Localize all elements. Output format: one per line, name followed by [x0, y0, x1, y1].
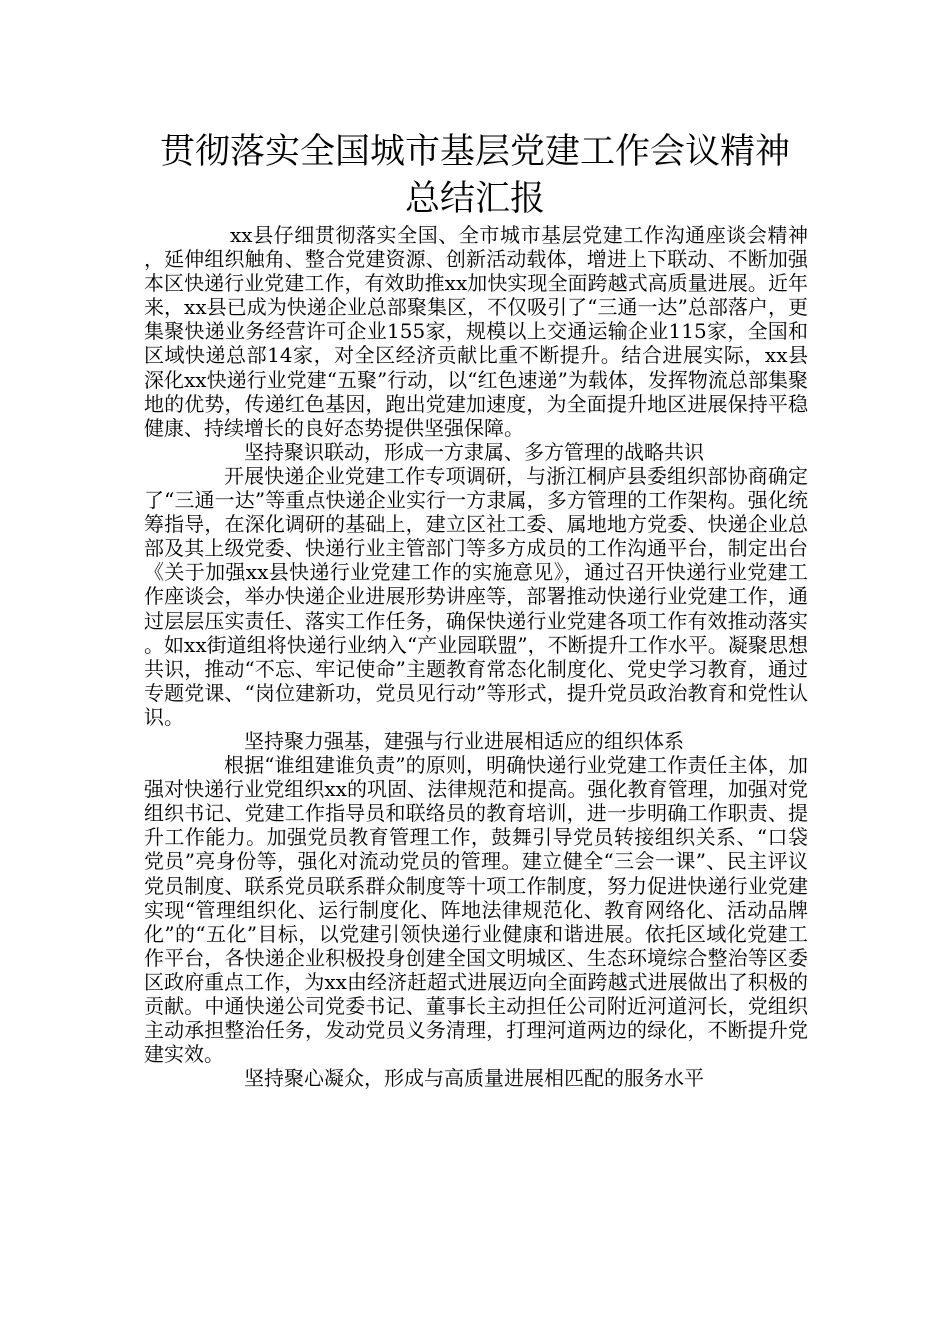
section-heading-3: 坚持聚心凝众，形成与高质量进展相匹配的服务水平	[244, 1066, 704, 1091]
document-title-line-2: 总结汇报	[404, 179, 545, 219]
intro-paragraph: xx县仔细贯彻落实全国、全市城市基层党建工作沟通座谈会精神，延伸组织触角、整合党建资源、创新活动载体，增进上下联动、不断加强本区快递行业党建工作，有效助推xx加快实现全面跨越式高质量进展。近年来，xx县已成为快递企业总部聚集区，不仅吸引了“三通一达”总部落户，更集聚快递业务经营许可企业155家，规模以上交通运输企业115家，全国和区域快递总部14家，对全区经济贡献比重不断提升。结合进展实际，xx县深化xx快递行业党建“五聚”行动，以“红色速递”为载体，发挥物流总部集聚地的优势，传递红色基因，跑出党建加速度，为全面提升地区进展保持平稳健康、持续增长的良好态势提供坚强保障。	[144, 223, 808, 440]
document-title-line-1: 贯彻落实全国城市基层党建工作会议精神	[159, 132, 790, 172]
document-body	[144, 223, 808, 1090]
section-heading-1: 坚持聚识联动，形成一方隶属、多方管理的战略共识	[244, 439, 704, 464]
section-heading-2: 坚持聚力强基，建强与行业进展相适应的组织体系	[244, 728, 684, 753]
section-paragraph-2: 根据“谁组建谁负责”的原则，明确快递行业党建工作责任主体，加强对快递行业党组织xx的巩固、法律规范和提高。强化教育管理，加强对党组织书记、党建工作指导员和联络员的教育培训，进一步明确工作职责、提升工作能力。加强党员教育管理工作，鼓舞引导党员转接组织关系、“口袋党员”亮身份等，强化对流动党员的管理。建立健全“三会一课”、民主评议党员制度、联系党员联系群众制度等十项工作制度，努力促进快递行业党建实现“管理组织化、运行制度化、阵地法律规范化、教育网络化、活动品牌化”的“五化”目标，以党建引领快递行业健康和谐进展。依托区域化党建工作平台，各快递企业积极投身创建全国文明城区、生态环境综合整治等区委区政府重点工作，为xx由经济赶超式进展迈向全面跨越式进展做出了积极的贡献。中通快递公司党委书记、董事长主动担任公司附近河道河长，党组织主动承担整治任务，发动党员义务清理，打理河道两边的绿化，不断提升党建实效。	[144, 753, 808, 1067]
section-paragraph-1: 开展快递企业党建工作专项调研，与浙江桐庐县委组织部协商确定了“三通一达”等重点快递企业实行一方隶属，多方管理的工作架构。强化统筹指导，在深化调研的基础上，建立区社工委、属地地方党委、快递企业总部及其上级党委、快递行业主管部门等多方成员的工作沟通平台，制定出台《关于加强xx县快递行业党建工作的实施意见》，通过召开快递行业党建工作座谈会，举办快递企业进展形势讲座等，部署推动快递行业党建工作，通过层层压实责任、落实工作任务，确保快递行业党建各项工作有效推动落实。如xx街道组将快递行业纳入“产业园联盟”，不断提升工作水平。凝聚思想共识，推动“不忘、牢记使命”主题教育常态化制度化、党史学习教育，通过专题党课、“岗位建新功，党员见行动”等形式，提升党员政治教育和党性认识。	[144, 463, 808, 729]
